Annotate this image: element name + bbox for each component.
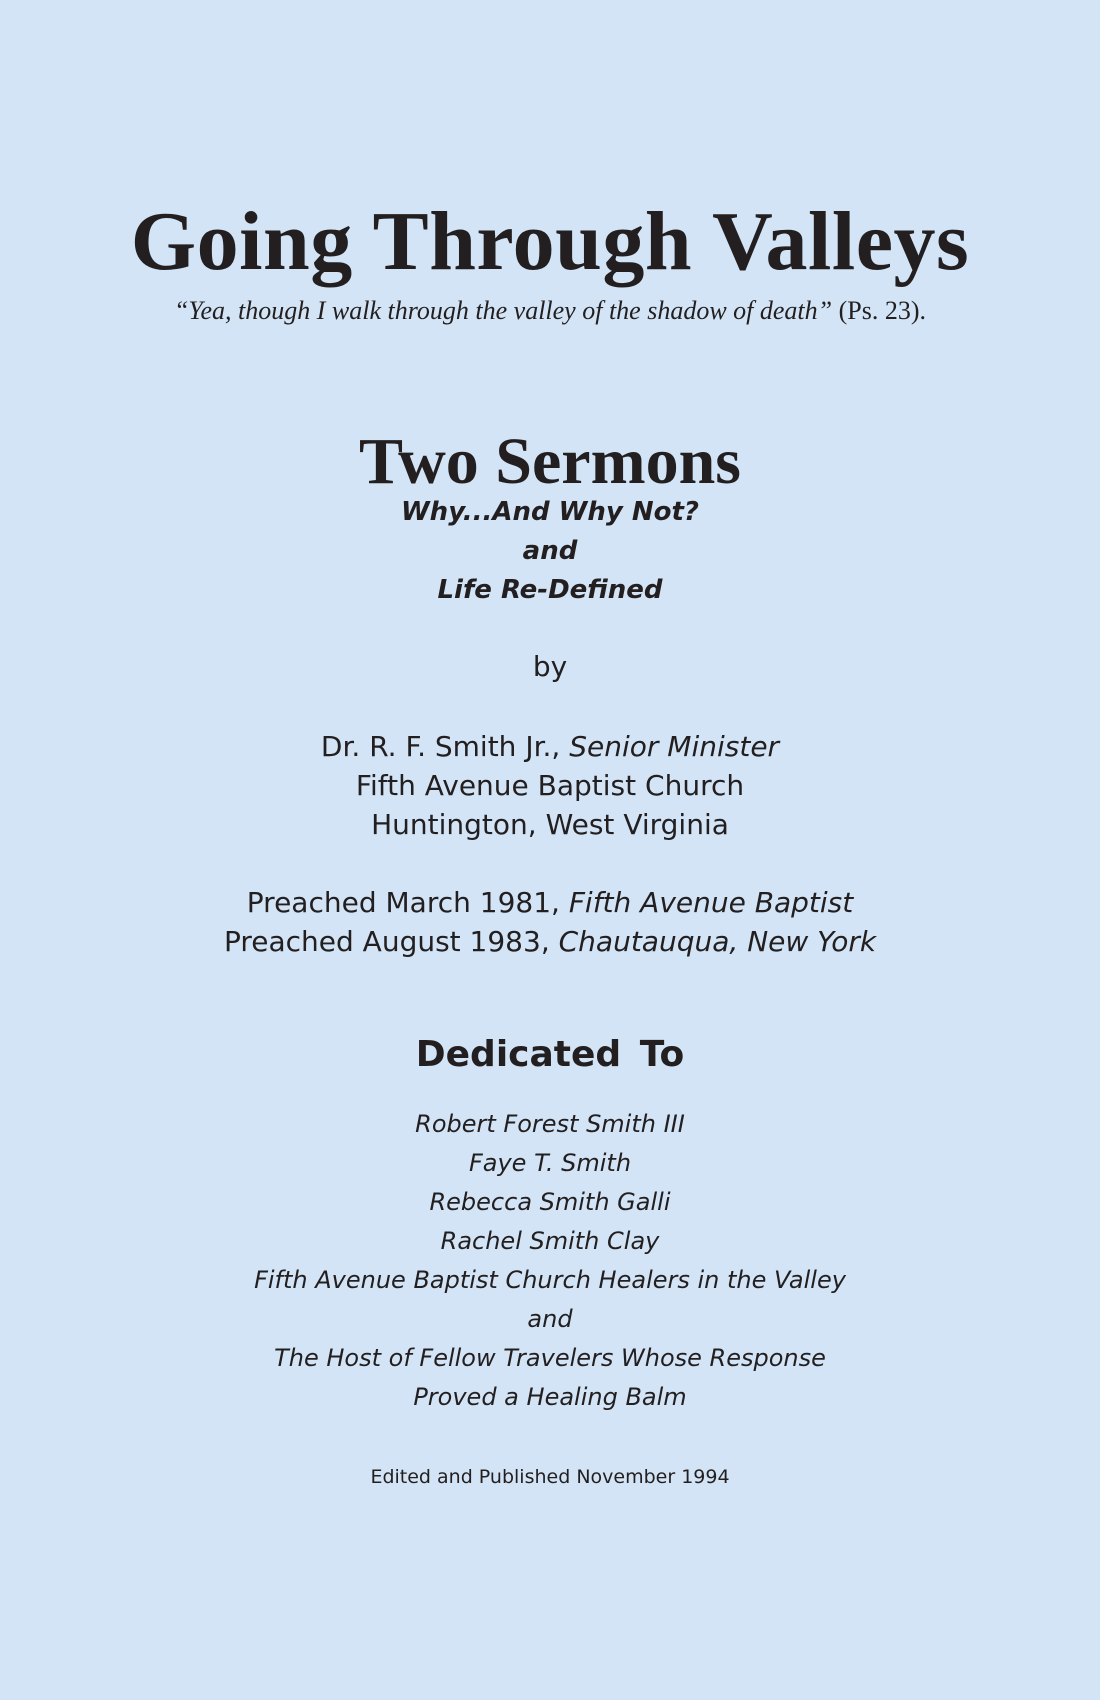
dedication-list (0, 1105, 1100, 1417)
dedication-line: and (527, 1305, 573, 1333)
preached-place: Chautauqua, New York (558, 925, 877, 958)
sermon-connector: and (522, 536, 578, 566)
epigraph-citation: (Ps. 23). (832, 296, 927, 325)
preached-date: Preached August 1983, (223, 925, 559, 958)
sermon-title-second: Life Re-Defined (437, 575, 663, 605)
epigraph-quote: “Yea, though I walk through the valley of the shadow of death” (173, 296, 833, 325)
sermon-titles (0, 493, 1100, 610)
preached-date: Preached March 1981, (246, 886, 569, 919)
publication-note: Edited and Published November 1994 (370, 1466, 730, 1488)
author-location: Huntington, West Virginia (371, 808, 729, 841)
author-block (0, 727, 1100, 844)
dedication-line: Fifth Avenue Baptist Church Healers in the Valley (254, 1266, 846, 1294)
author-church: Fifth Avenue Baptist Church (355, 769, 745, 802)
preached-place: Fifth Avenue Baptist (568, 886, 854, 919)
epigraph (0, 294, 1100, 328)
dedication-heading: Dedicated To (415, 1034, 685, 1075)
author-role: Senior Minister (569, 730, 780, 763)
dedication-line: The Host of Fellow Travelers Whose Response (274, 1344, 826, 1372)
by-line: by (532, 650, 568, 683)
dedication-line: Proved a Healing Balm (413, 1383, 687, 1411)
subtitle: Two Sermons (359, 425, 741, 498)
dedication-line: Rebecca Smith Galli (429, 1188, 671, 1216)
dedication-line: Rachel Smith Clay (440, 1227, 660, 1255)
dedication-line: Faye T. Smith (468, 1149, 632, 1177)
preached-block (0, 883, 1100, 961)
author-name: Dr. R. F. Smith Jr., (320, 730, 570, 763)
preached-line (0, 883, 1100, 922)
preached-line (0, 922, 1100, 961)
dedication-line: Robert Forest Smith III (415, 1110, 685, 1138)
sermon-title-first: Why...And Why Not? (401, 497, 699, 527)
main-title: Going Through Valleys (130, 195, 970, 288)
author-line (0, 727, 1100, 766)
